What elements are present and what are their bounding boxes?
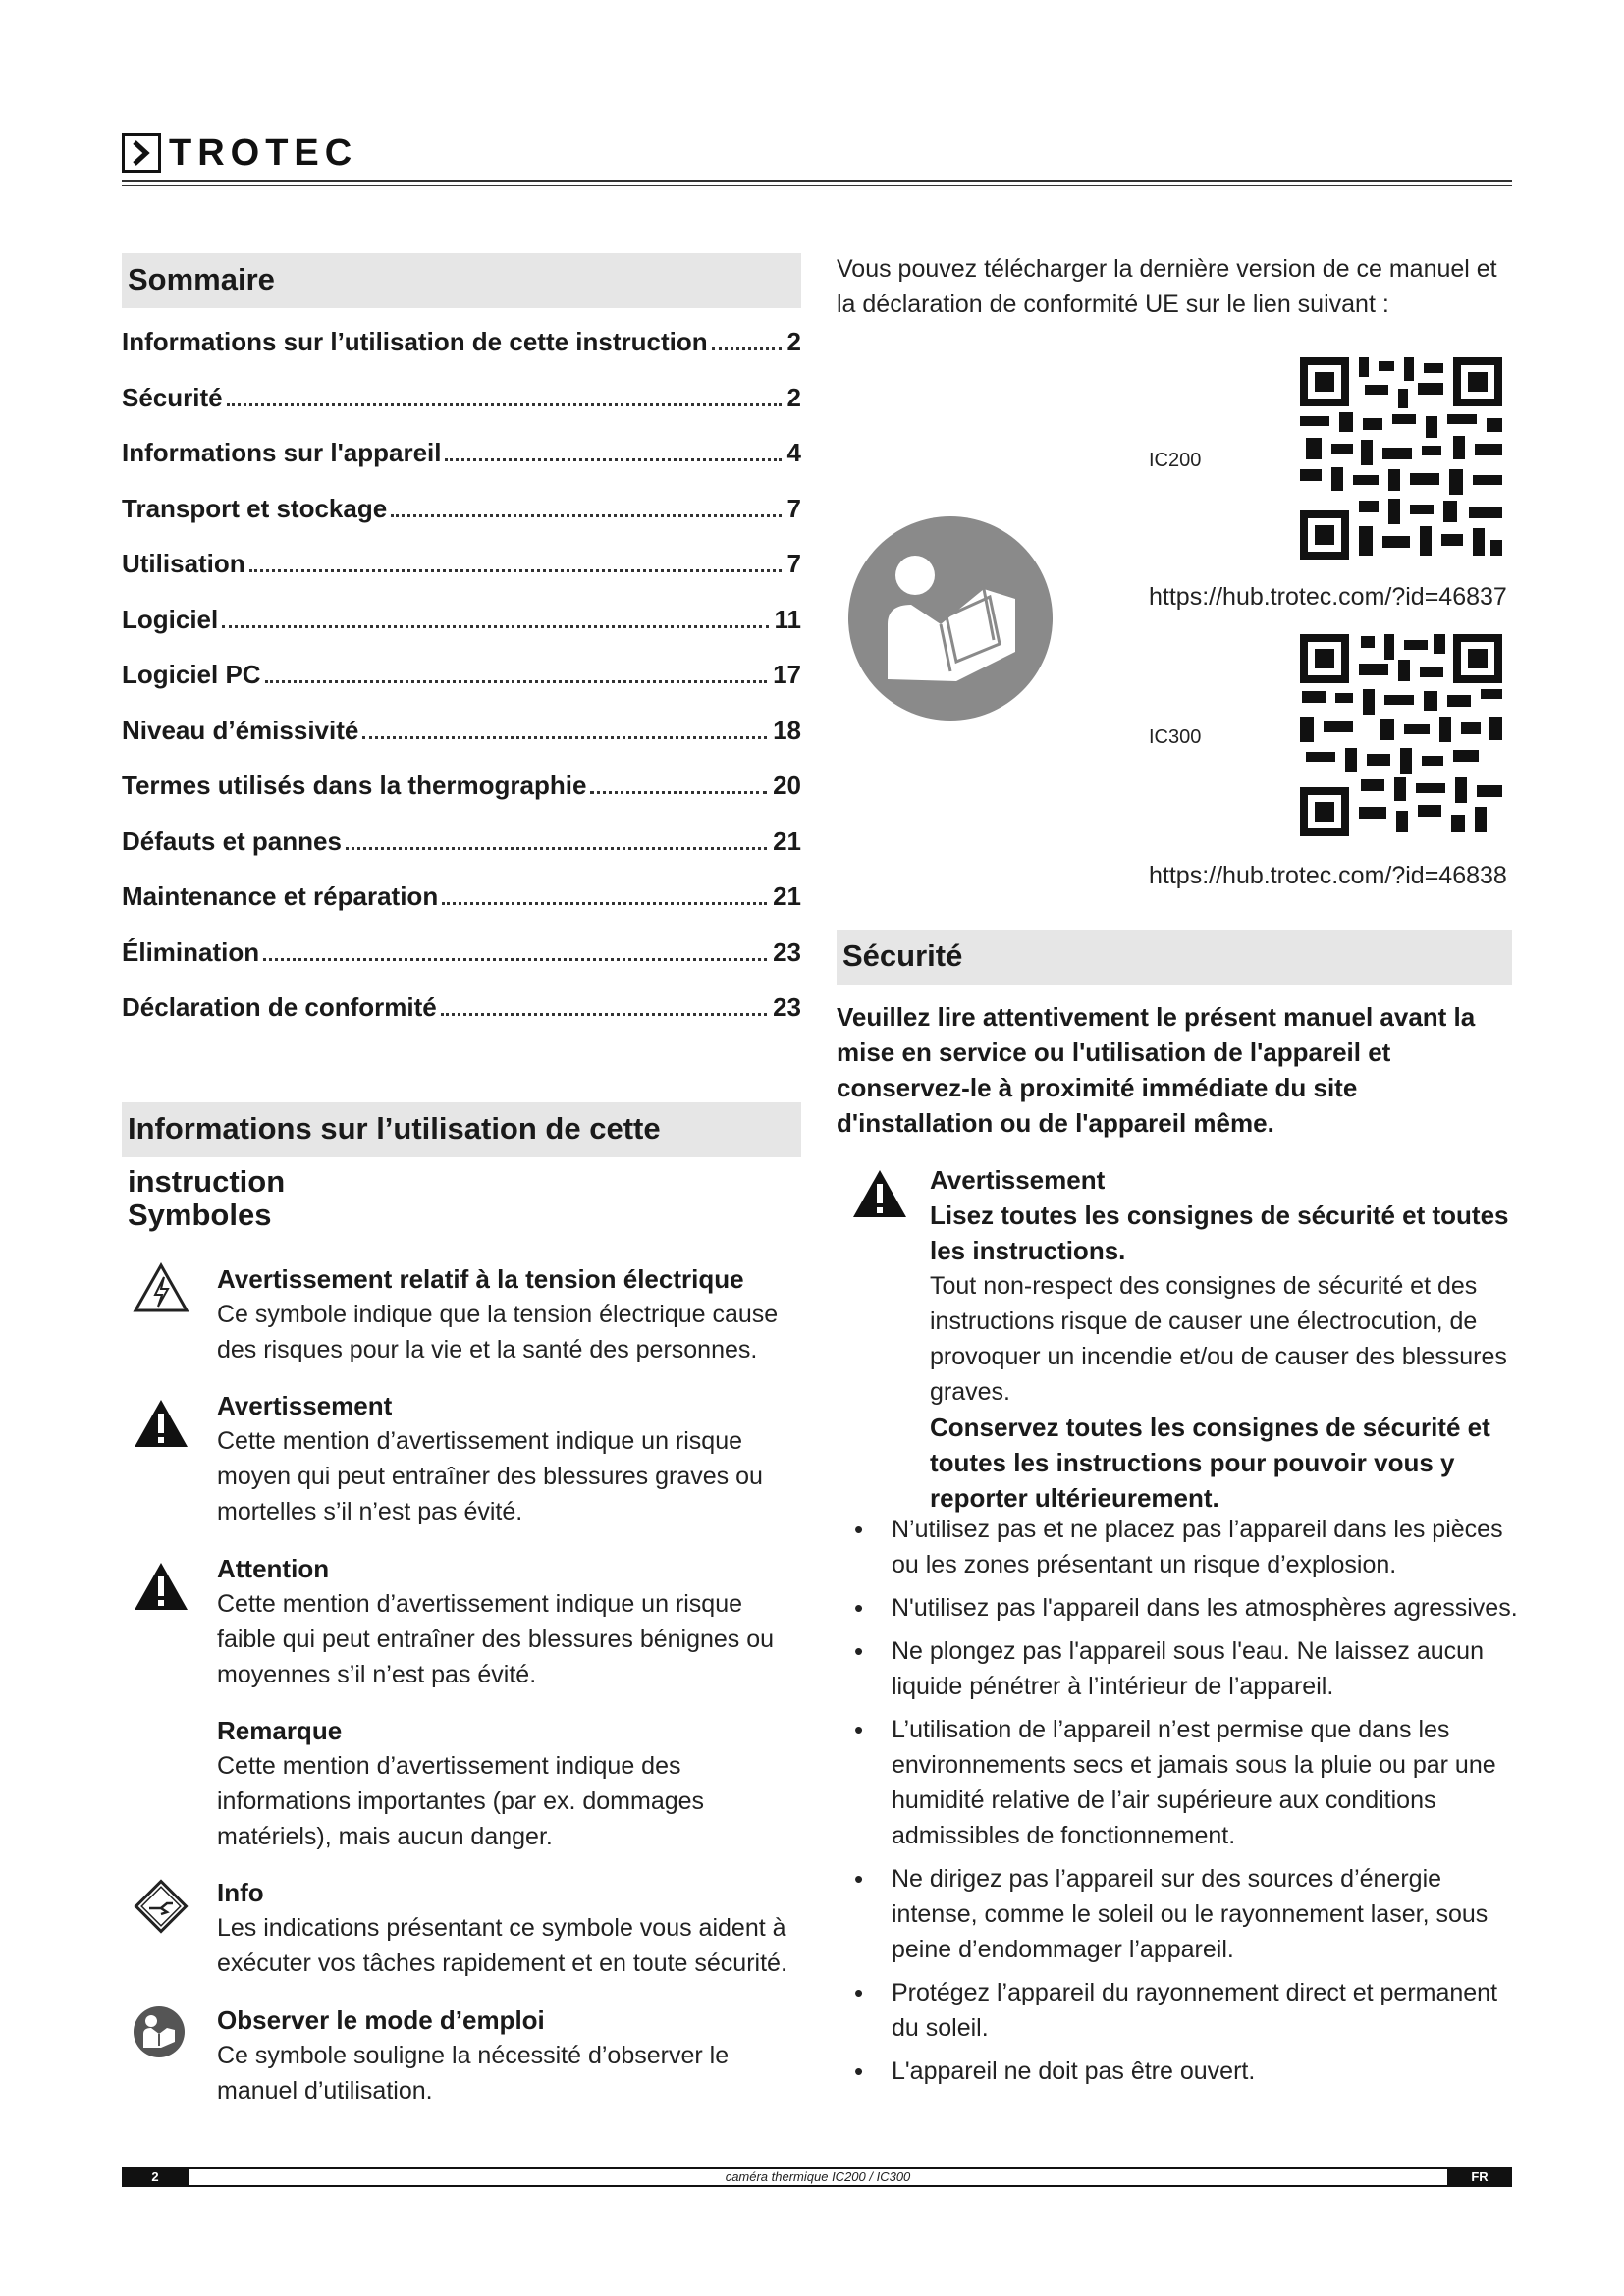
header-rule [122,180,1512,182]
toc-item[interactable] [122,383,801,439]
toc-item[interactable] [122,327,801,383]
toc-item[interactable] [122,716,801,772]
toc-leader [263,958,767,961]
symbol-body: Ce symbole souligne la nécessité d’observer le manuel d’utilisation. [217,2042,730,2105]
toc-item-page: 17 [773,660,801,689]
info-section-heading [122,1102,801,1199]
safety-warning-title: Avertissement [930,1165,1106,1195]
symbol-title: Avertissement [217,1391,393,1420]
safety-heading [837,930,1512,985]
logo-chevron-icon [122,133,161,173]
footer-page-number: 2 [122,2167,189,2187]
list-item: • Ne plongez pas l'appareil sous l'eau. Ne laissez aucun liquide pénétrer à l’intérieur de l’appareil. [842,1633,1520,1704]
toc-item-title: Informations sur l'appareil [122,438,442,467]
toc-heading [122,253,801,308]
symbols-heading: Symboles [128,1198,272,1232]
safety-warning-icon [850,1166,909,1221]
symbol-title: Observer le mode d’emploi [217,2005,545,2035]
toc-item-title: Logiciel [122,604,219,634]
toc-item[interactable] [122,494,801,550]
symbol-read-manual [122,2002,809,2110]
toc-leader [441,1013,767,1016]
qr-label: IC200 [1149,450,1202,471]
symbol-title: Info [217,1878,264,1907]
toc-leader [227,403,782,406]
footer-title: caméra thermique IC200 / IC300 [725,2169,911,2184]
toc-item-title: Élimination [122,936,260,967]
list-item: • N'utilisez pas l'appareil dans les atmosphères agressives. [842,1590,1520,1626]
toc-item-page: 7 [786,549,801,578]
safety-warning [930,1162,1519,1516]
toc-leader [362,736,767,739]
safety-bullet-list [842,1512,1520,2097]
toc-item-title: Défauts et pannes [122,826,342,856]
toc-item-title: Transport et stockage [122,493,388,523]
toc-leader [265,680,768,683]
header-rule-thin [122,185,1512,186]
toc-item-page: 2 [786,382,801,412]
symbol-electric-warning [122,1261,809,1369]
toc-item[interactable] [122,937,801,993]
toc-item-title: Informations sur l’utilisation de cette instruction [122,327,708,356]
toc-leader [590,791,767,794]
toc-item-page: 23 [773,936,801,967]
toc-leader [346,847,767,850]
qr-url[interactable]: https://hub.trotec.com/?id=46838 [1149,862,1507,889]
info-section-heading-text: Informations sur l’utilisation de cette instruction [128,1111,661,1199]
symbol-body: Les indications présentant ce symbole vous aident à exécuter vos tâches rapidement et en toute sécurité. [217,1914,787,1977]
toc-item-page: 11 [774,604,801,634]
info-hand-icon [132,1877,190,1936]
safety-heading-text: Sécurité [842,938,963,973]
symbol-remark [122,1713,809,1860]
list-item: • Ne dirigez pas l’appareil sur des sources d’énergie intense, comme le soleil ou le rayonnement laser, sous peine d’endommager l’appareil. [842,1861,1520,1967]
toc-leader [445,458,781,461]
toc-item-title: Utilisation [122,549,245,578]
list-item: • N’utilisez pas et ne placez pas l’appareil dans les pièces ou les zones présentant un risque d’explosion. [842,1512,1520,1582]
toc-item[interactable] [122,881,801,937]
safety-intro: Veuillez lire attentivement le présent manuel avant la mise en service ou l'utilisation de l'appareil et conservez-le à proximité immédiate du site d'installation ou de l'appareil même. [837,1002,1476,1138]
toc-item[interactable] [122,605,801,661]
toc-leader [391,514,781,517]
manual-icon [132,2004,190,2063]
toc-item[interactable] [122,992,801,1048]
logo-text: TROTEC [169,132,358,174]
read-manual-icon [846,514,1055,722]
toc-item[interactable] [122,827,801,882]
list-item: • L'appareil ne doit pas être ouvert. [842,2054,1520,2089]
electric-warning-icon [132,1261,190,1320]
list-item: • Protégez l’appareil du rayonnement direct et permanent du soleil. [842,1975,1520,2046]
toc-item-title: Logiciel PC [122,660,261,689]
toc-item-page: 4 [786,438,801,467]
symbol-info [122,1875,809,1983]
symbol-warning [122,1388,809,1535]
symbol-attention [122,1551,809,1698]
warning-icon [132,1396,190,1455]
caution-icon [132,1559,190,1618]
toc-item-title: Déclaration de conformité [122,992,437,1022]
qr-code-ic200[interactable] [1296,353,1506,563]
toc-item-title: Termes utilisés dans la thermographie [122,771,587,800]
qr-url[interactable]: https://hub.trotec.com/?id=46837 [1149,583,1507,611]
list-item: • L’utilisation de l’appareil n’est permise que dans les environnements secs et jamais sous la pluie ou par une humidité relative de l’air supérieure aux conditions admissibles de fonctionnement. [842,1712,1520,1853]
symbol-title: Attention [217,1554,330,1583]
qr-label: IC300 [1149,726,1202,748]
safety-warning-bold1: Lisez toutes les consignes de sécurité et toutes les instructions. [930,1201,1509,1265]
toc-item-page: 2 [786,327,801,356]
toc-item-page: 18 [773,715,801,745]
toc-heading-text: Sommaire [128,262,275,296]
qr-code-ic300[interactable] [1296,630,1506,840]
toc-item-page: 21 [773,826,801,856]
toc-item[interactable] [122,660,801,716]
symbol-title: Avertissement relatif à la tension électrique [217,1264,744,1294]
symbol-body: Cette mention d’avertissement indique un risque moyen qui peut entraîner des blessures graves ou mortelles s’il n’est pas évité. [217,1427,763,1525]
toc-item-page: 21 [773,881,801,911]
footer-language: FR [1447,2167,1512,2187]
download-intro: Vous pouvez télécharger la dernière version de ce manuel et la déclaration de conformité UE sur le lien suivant : [837,255,1497,318]
toc-item-page: 23 [773,992,801,1022]
trotec-logo [122,130,357,177]
symbol-body: Cette mention d’avertissement indique des informations importantes (par ex. dommages matériels), mais aucun danger. [217,1752,705,1850]
toc-item-title: Niveau d’émissivité [122,715,359,745]
symbol-body: Ce symbole indique que la tension électrique cause des risques pour la vie et la santé des personnes. [217,1301,779,1363]
toc-leader [222,625,768,628]
toc-item[interactable] [122,549,801,605]
symbol-body: Cette mention d’avertissement indique un risque faible qui peut entraîner des blessures bénignes ou moyennes s’il n’est pas évité. [217,1590,775,1688]
safety-warning-text: Tout non-respect des consignes de sécurité et des instructions risque de causer une électrocution, de provoquer un incendie et/ou de causer des blessures graves. [930,1272,1507,1406]
safety-warning-bold2: Conservez toutes les consignes de sécurité et toutes les instructions pour pouvoir vous y reporter ultérieurement. [930,1413,1490,1513]
toc-item-title: Maintenance et réparation [122,881,439,911]
toc-leader [249,569,782,572]
toc-list [122,327,801,1048]
toc-leader [442,902,767,905]
symbol-title: Remarque [217,1716,343,1745]
toc-item[interactable] [122,438,801,494]
toc-leader [712,347,782,350]
toc-item-page: 20 [773,771,801,800]
toc-item-page: 7 [786,493,801,523]
toc-item-title: Sécurité [122,382,223,412]
toc-item[interactable] [122,771,801,827]
